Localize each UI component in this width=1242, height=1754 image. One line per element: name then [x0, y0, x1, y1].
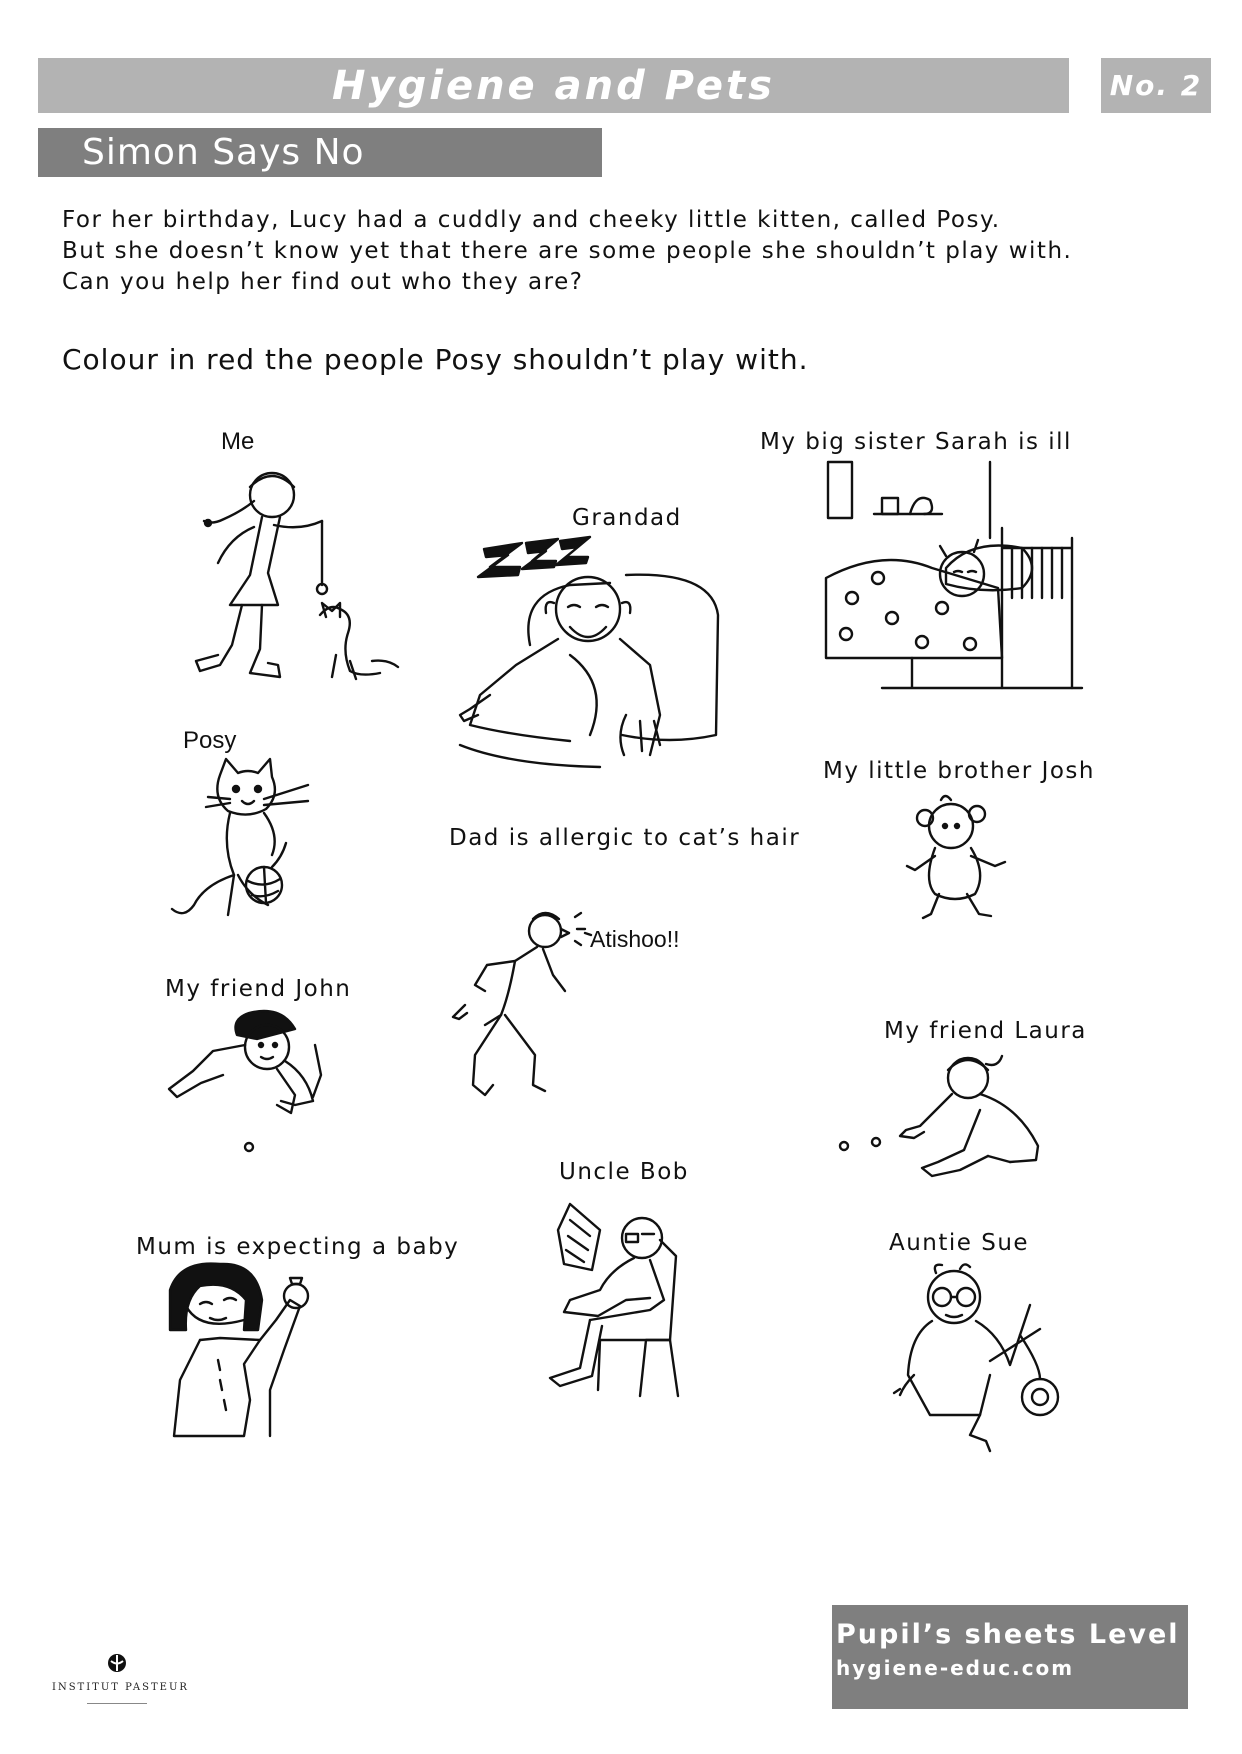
girl-with-marbles-icon: [840, 1050, 1060, 1190]
intro-line: But she doesn’t know yet that there are some people she shouldn’t play with.: [62, 238, 1073, 264]
logo-divider: [87, 1703, 147, 1704]
label-bob: Uncle Bob: [559, 1159, 689, 1185]
instruction: Colour in red the people Posy shouldn’t play with.: [62, 343, 809, 376]
footer-website[interactable]: hygiene-educ.com: [836, 1656, 1075, 1680]
logo-text: INSTITUT PASTEUR: [52, 1682, 189, 1693]
page-title: Hygiene and Pets: [38, 58, 1069, 113]
label-john: My friend John: [165, 976, 352, 1002]
kitten-icon: [168, 755, 328, 925]
institut-pasteur-logo: [52, 1652, 189, 1704]
footer-level-box: [832, 1605, 1212, 1709]
label-sue: Auntie Sue: [889, 1230, 1030, 1256]
baby-icon: [895, 790, 1035, 930]
activity-title-text: Simon Says No: [82, 132, 365, 173]
old-woman-knitting-icon: [890, 1265, 1070, 1455]
sleeping-grandad-icon: [450, 535, 730, 775]
activity-title: [38, 128, 602, 177]
pasteur-logo-icon: [106, 1652, 128, 1674]
man-reading-icon: [530, 1200, 700, 1400]
label-josh: My little brother Josh: [823, 758, 1095, 784]
intro-line: Can you help her find out who they are?: [62, 269, 584, 295]
intro-text: [62, 205, 1162, 298]
sheet-number: No. 2: [1101, 58, 1211, 113]
label-grandad: Grandad: [572, 505, 682, 531]
footer-level: Pupil’s sheets Level 1: [836, 1619, 1212, 1650]
label-mum: Mum is expecting a baby: [136, 1234, 460, 1260]
label-dad: Dad is allergic to cat’s hair: [449, 825, 801, 851]
boy-with-marbles-icon: [165, 1005, 340, 1155]
sneeze-text: Atishoo!!: [590, 926, 680, 952]
intro-line: For her birthday, Lucy had a cuddly and cheeky little kitten, called Posy.: [62, 207, 1001, 233]
label-posy: Posy: [183, 727, 237, 754]
sick-girl-in-bed-icon: [822, 458, 1092, 698]
label-me: Me: [221, 428, 255, 455]
label-laura: My friend Laura: [884, 1018, 1087, 1044]
pregnant-woman-icon: [160, 1260, 335, 1440]
sneezing-man-icon: [445, 905, 605, 1105]
girl-with-yoyo-icon: [150, 465, 410, 695]
label-sarah: My big sister Sarah is ill: [760, 429, 1072, 455]
